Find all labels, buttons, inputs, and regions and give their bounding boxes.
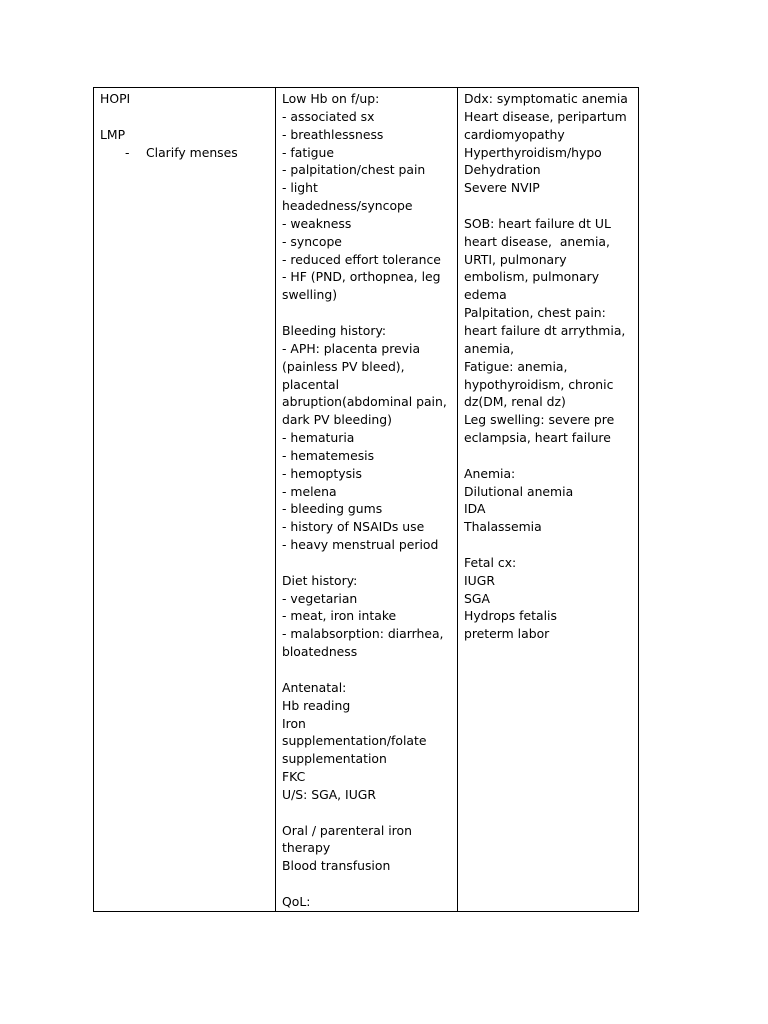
symptom-line: - history of NSAIDs use xyxy=(282,519,425,535)
ddx-line: Heart disease, peripartum cardiomyopathy xyxy=(464,108,631,142)
symptom-line: Hb reading xyxy=(282,697,351,713)
subitem-text: Clarify menses xyxy=(146,144,238,160)
symptom-line: QoL: xyxy=(282,893,311,909)
ddx-line: preterm labor xyxy=(464,626,550,642)
history-lines xyxy=(100,90,269,144)
symptoms-column xyxy=(276,88,458,912)
ddx-line: Dehydration xyxy=(464,162,541,178)
table-row xyxy=(94,88,639,912)
history-line: HOPI xyxy=(100,91,131,106)
ddx-column xyxy=(458,88,639,912)
ddx-line xyxy=(464,536,632,554)
symptom-line: Antenatal: xyxy=(282,679,347,695)
ddx-line xyxy=(464,447,632,465)
symptom-line: - malabsorption: diarrhea, bloatedness xyxy=(282,626,448,660)
symptom-line xyxy=(282,875,451,893)
ddx-lines xyxy=(464,90,632,643)
ddx-line: Thalassemia xyxy=(464,519,542,535)
ddx-line: Hyperthyroidism/hypo xyxy=(464,144,602,160)
ddx-line: IUGR xyxy=(464,572,495,588)
ddx-line: Palpitation, chest pain: heart failure dt arrythmia, anemia, xyxy=(464,305,630,356)
ddx-line: Ddx: symptomatic anemia xyxy=(464,91,628,106)
lmp-subitem xyxy=(100,144,269,162)
symptom-line: - fatigue xyxy=(282,144,335,160)
symptom-line: Low Hb on f/up: xyxy=(282,91,380,106)
symptom-line: - breathlessness xyxy=(282,126,384,142)
symptom-line: - heavy menstrual period xyxy=(282,537,439,553)
symptom-line: - reduced effort tolerance xyxy=(282,251,441,267)
symptom-line: U/S: SGA, IUGR xyxy=(282,786,376,802)
symptom-line: Blood transfusion xyxy=(282,858,391,874)
symptom-line: - weakness xyxy=(282,215,352,231)
symptom-line xyxy=(282,304,451,322)
symptom-line: Iron supplementation/folate supplementation xyxy=(282,715,431,767)
symptom-line: - light headedness/syncope xyxy=(282,180,413,214)
ddx-line: SOB: heart failure dt UL heart disease, anemia, URTI, pulmonary embolism, pulmonary edema xyxy=(464,215,615,303)
symptom-line: - hemoptysis xyxy=(282,465,362,481)
symptom-line: - melena xyxy=(282,483,337,499)
ddx-line: Leg swelling: severe pre eclampsia, heart failure xyxy=(464,412,619,446)
symptom-line: - bleeding gums xyxy=(282,501,383,517)
symptoms-lines xyxy=(282,90,451,911)
ddx-line: Severe NVIP xyxy=(464,180,540,196)
ddx-line: Fatigue: anemia, hypothyroidism, chronic dz(DM, renal dz) xyxy=(464,358,618,410)
symptom-line: - HF (PND, orthopnea, leg swelling) xyxy=(282,269,445,303)
history-column xyxy=(94,88,276,912)
history-line: LMP xyxy=(100,126,126,142)
ddx-line: Dilutional anemia xyxy=(464,483,574,499)
symptom-line xyxy=(282,661,451,679)
symptom-line: - hematuria xyxy=(282,430,355,446)
symptom-line: - syncope xyxy=(282,233,342,249)
subitem-bullet: - xyxy=(125,144,130,160)
symptom-line: - meat, iron intake xyxy=(282,608,397,624)
symptom-line: FKC xyxy=(282,769,306,785)
symptom-line: - palpitation/chest pain xyxy=(282,162,426,178)
symptom-line: - associated sx xyxy=(282,108,375,124)
ddx-line: Anemia: xyxy=(464,465,516,481)
ddx-line: Hydrops fetalis xyxy=(464,608,557,624)
symptom-line xyxy=(282,554,451,572)
symptom-line: - vegetarian xyxy=(282,590,358,606)
history-line xyxy=(100,108,269,126)
symptom-line: - APH: placenta previa (painless PV bleed), placental abruption(abdominal pain, dark PV bleeding) xyxy=(282,340,451,428)
ddx-line: Fetal cx: xyxy=(464,554,517,570)
symptom-line xyxy=(282,804,451,822)
ddx-line xyxy=(464,197,632,215)
symptom-line: Oral / parenteral iron therapy xyxy=(282,822,416,856)
symptom-line: Bleeding history: xyxy=(282,322,387,338)
ddx-line: IDA xyxy=(464,501,486,517)
symptom-line: Diet history: xyxy=(282,572,358,588)
symptom-line: - hematemesis xyxy=(282,447,375,463)
ddx-line: SGA xyxy=(464,590,490,606)
notes-table xyxy=(93,87,639,912)
